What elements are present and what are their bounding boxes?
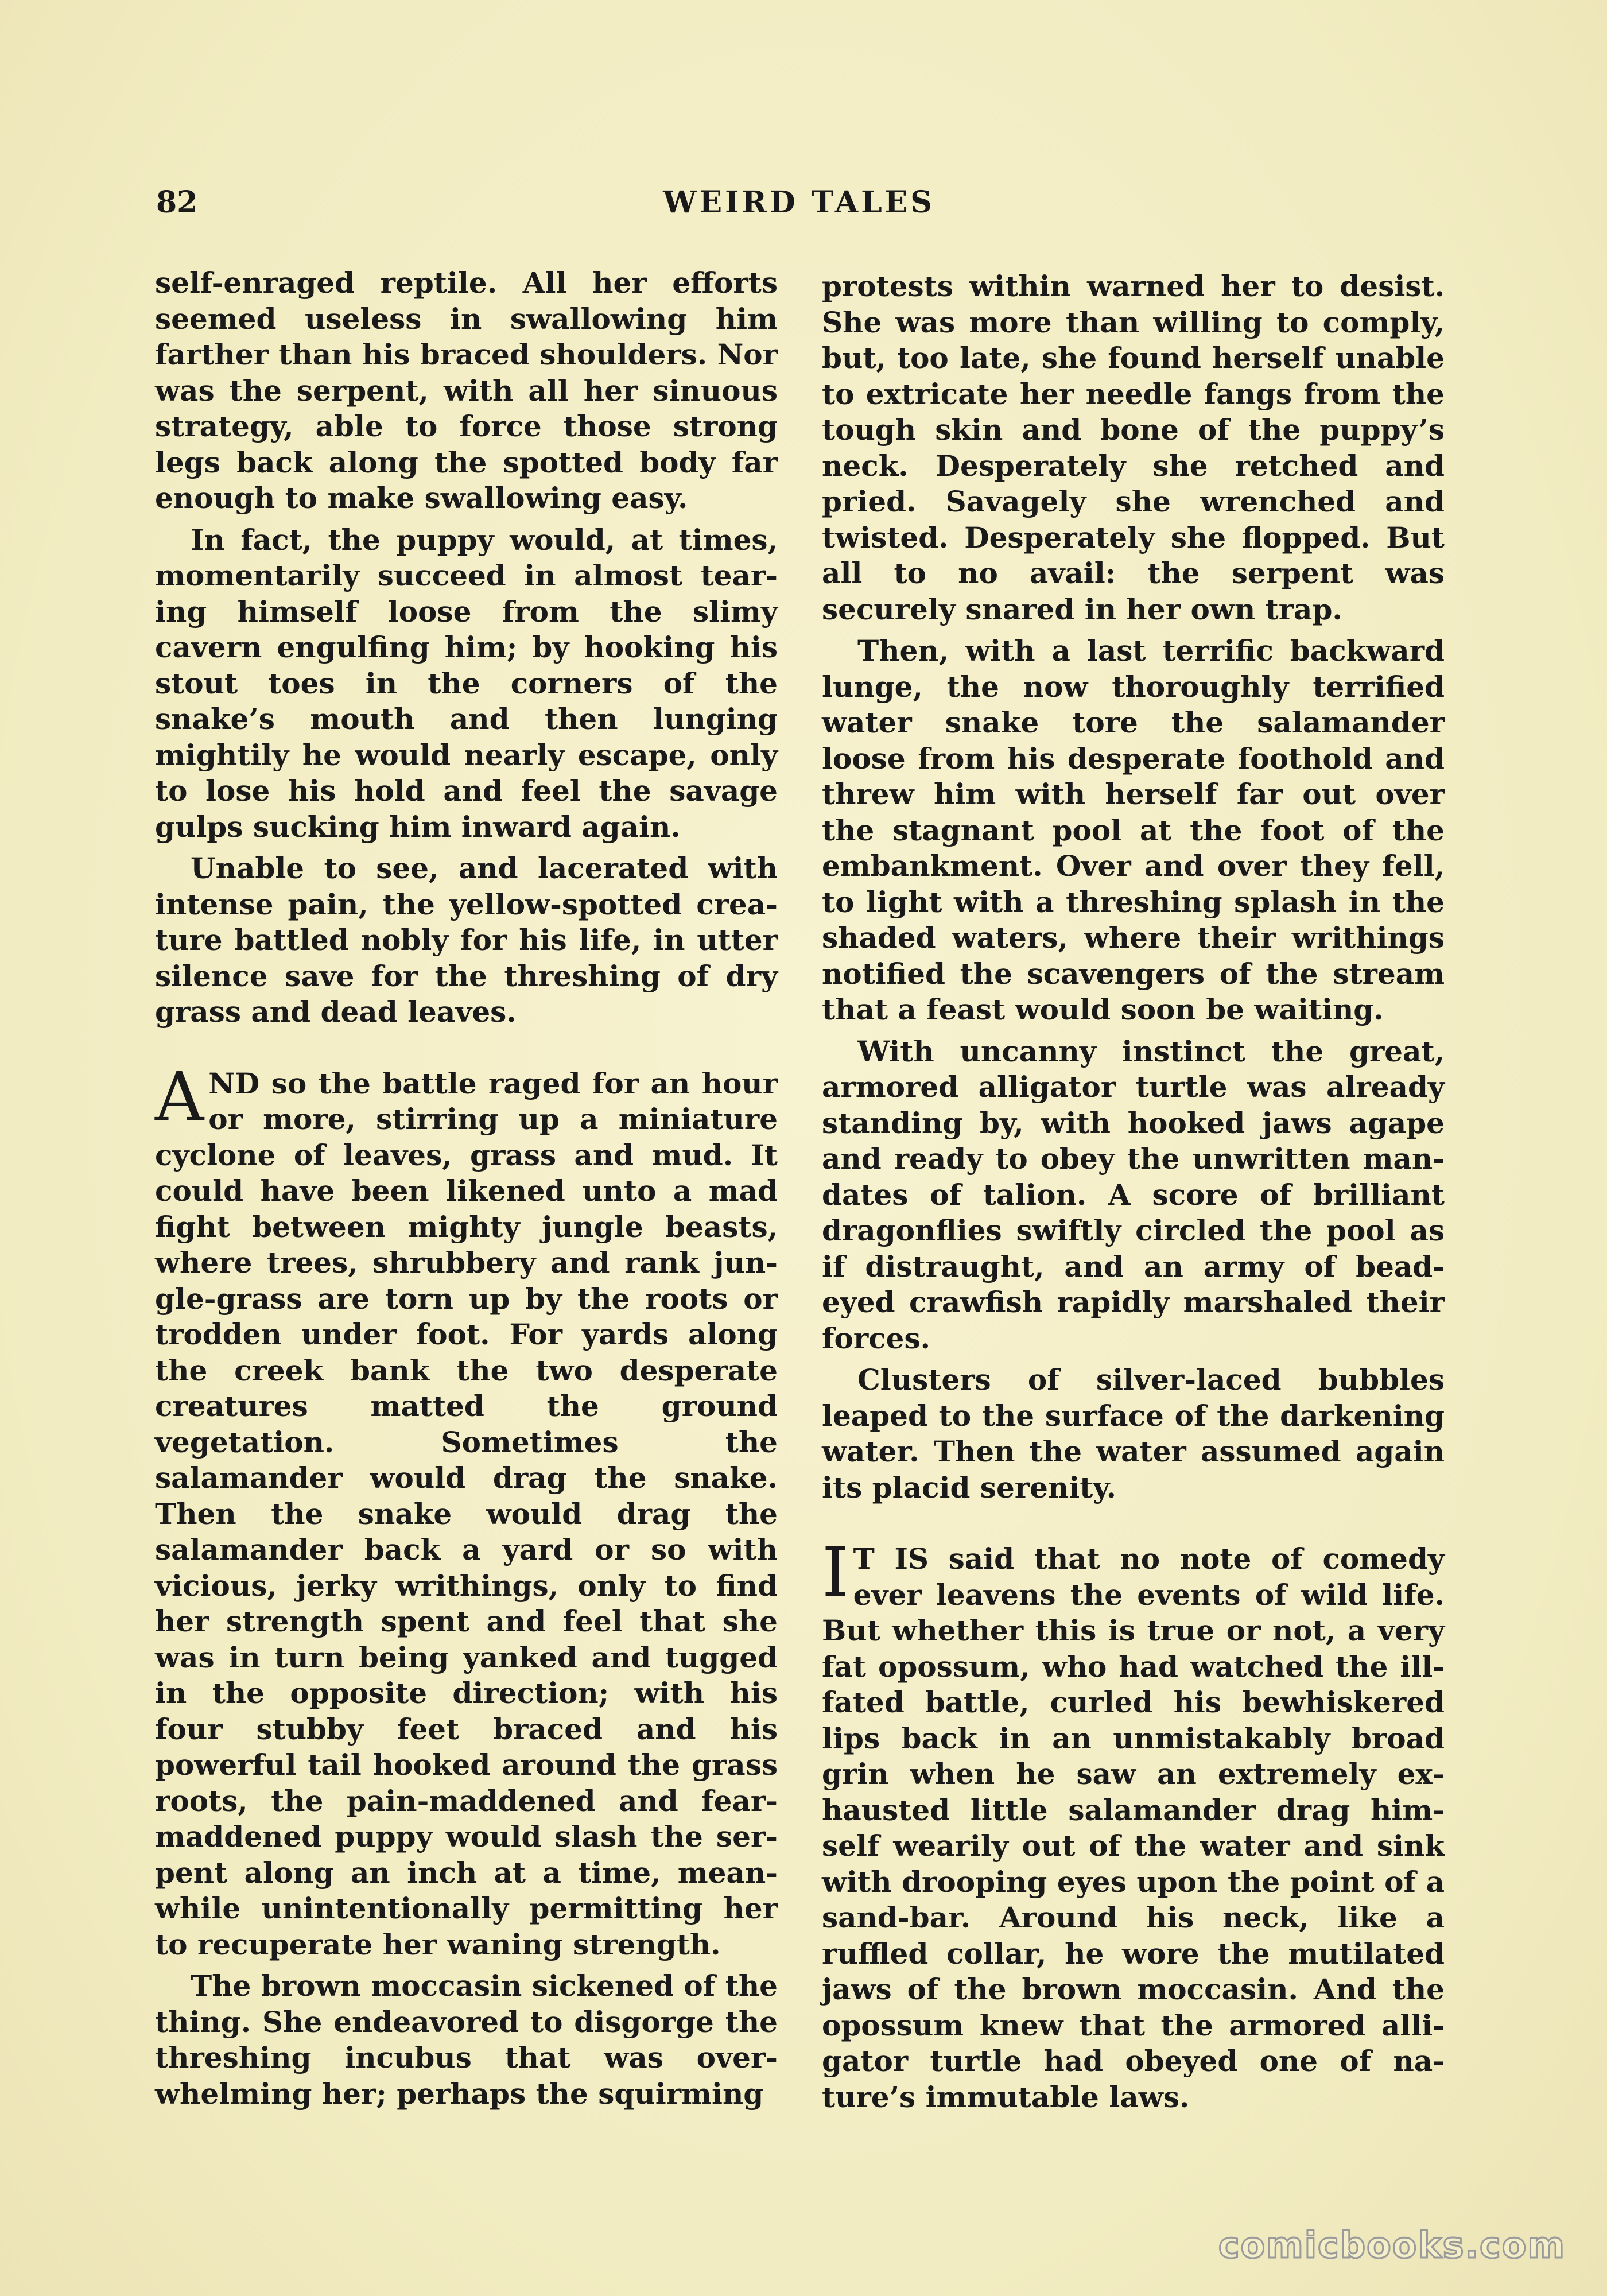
paragraph-text: T IS said that no note of comedy ever leavens the events of wild life. But whether this is true or not, a very fat opossum, who had watched the ill-fated battle, curled his bewhiskered lips back in an unmistakably broad grin when he saw an extremely exhausted little salamander drag himself wearily out of the water and sink with drooping eyes upon the point of a sand-bar. Around his neck, like a ruffled collar, he wore the mutilated jaws of the brown moccasin. And the opossum knew that the armored alligator turtle had obeyed one of nature’s immutable laws. bbox=[822, 1542, 1445, 2114]
paragraph-text: ND so the battle raged for an hour or more, stirring up a miniature cyclone of leaves, grass and mud. It could have been likened unto a mad fight between mighty jungle beasts, where trees, shrubbery and rank jungle-grass are torn up by the roots or trodden under foot. For yards along the creek bank the two desperate creatures matted the ground vegetation. Sometimes the salamander would drag the snake. Then the snake would drag the salamander back a yard or so with vicious, jerky writhings, only to find her strength spent and feel that she was in turn being yanked and tugged in the opposite direction; with his four stubby feet braced and his powerful tail hooked around the grass roots, the pain-maddened and fear-maddened puppy would slash the serpent along an inch at a time, meanwhile unintentionally permitting her to recuperate her waning strength. bbox=[155, 1066, 778, 1961]
page-header bbox=[156, 185, 1442, 219]
paragraph: Then, with a last terrific backward lunge, the now thoroughly terrified water snake tore the salamander loose from his desperate foothold and threw him with herself far out over the stagnant pool at the foot of the embankment. Over and over they fell, to light with a threshing splash in the shaded waters, where their writhings notified the scavengers of the stream that a feast would soon be waiting. bbox=[822, 634, 1445, 1026]
paragraph: With uncanny instinct the great, armored alligator turtle was already standing by, with hooked jaws agape and ready to obey the unwritten mandates of talion. A score of brilliant dragonflies swiftly circled the pool as if distraught, and an army of bead-eyed crawfish rapidly marshaled their forces. bbox=[822, 1034, 1445, 1355]
section-paragraph bbox=[822, 1533, 1445, 2115]
paragraph: Clusters of silver-laced bubbles leaped to the surface of the darkening water. Then the water assumed again its placid serenity. bbox=[822, 1363, 1445, 1504]
left-column bbox=[155, 265, 778, 2112]
section-paragraph bbox=[155, 1057, 778, 1963]
drop-cap: I bbox=[822, 1533, 849, 1612]
paragraph: In fact, the puppy would, at times, momentarily succeed in almost tearing himself loose from the slimy cavern engulfing him; by hooking his stout toes in the corners of the snake’s mouth and then lunging mightily he would nearly escape, only to lose his hold and feel the savage gulps sucking him inward again. bbox=[155, 522, 778, 844]
page-number: 82 bbox=[156, 185, 198, 220]
paragraph: protests within warned her to desist. She was more than willing to comply, but, too late, she found herself unable to extricate her needle fangs from the tough skin and bone of the puppy’s neck. Desperately she retched and pried. Savagely she wrenched and twisted. Desperately she flopped. But all to no avail: the serpent was securely snared in her own trap. bbox=[822, 269, 1445, 626]
paragraph: Unable to see, and lacerated with intense pain, the yellow-spotted creature battled nobly for his life, in utter silence save for the threshing of dry grass and dead leaves. bbox=[155, 851, 778, 1029]
right-column bbox=[822, 269, 1445, 2115]
paragraph: self-enraged reptile. All her efforts seemed useless in swallowing him farther than his braced shoulders. Nor was the serpent, with all her sinuous strategy, able to force those strong legs back along the spotted body far enough to make swallowing easy. bbox=[155, 266, 778, 515]
watermark: comicbooks.com bbox=[1218, 2224, 1566, 2266]
paragraph: The brown moccasin sickened of the thing. She endeavored to disgorge the threshing incubus that was overwhelming her; perhaps the squirming bbox=[155, 1969, 778, 2111]
running-title: WEIRD TALES bbox=[663, 185, 935, 220]
drop-cap: A bbox=[155, 1057, 204, 1137]
